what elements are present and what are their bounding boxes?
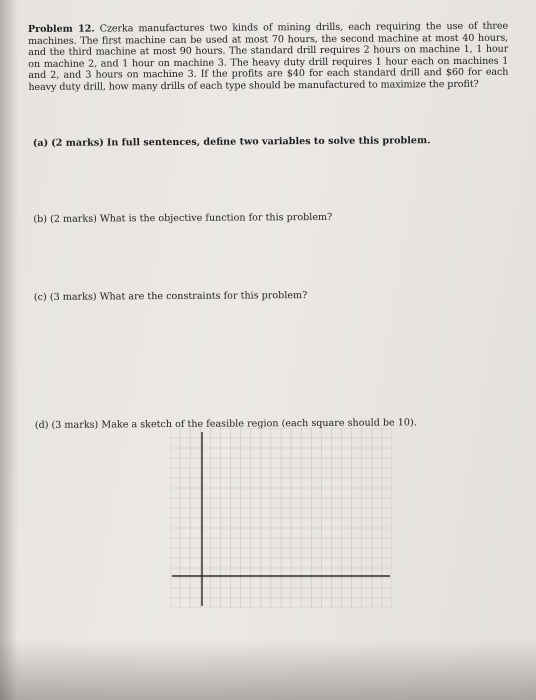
question-a-label: (a) — [32, 137, 49, 149]
question-d-text: Make a sketch of the feasible region (each square should be 10). — [101, 417, 417, 431]
page-shadow-left — [0, 0, 18, 700]
page-shadow-bottom — [0, 640, 536, 700]
grid-lines — [170, 428, 392, 608]
question-c — [34, 290, 307, 304]
question-b-marks: (2 marks) — [50, 213, 97, 225]
question-a-text: In full sentences, define two variables to solve this problem. — [106, 135, 431, 149]
question-d-marks: (3 marks) — [51, 419, 99, 431]
exam-page — [28, 20, 509, 431]
question-b-label: (b) — [33, 213, 48, 225]
question-a-marks: (2 marks) — [51, 137, 104, 149]
question-c-label: (c) — [33, 291, 47, 303]
problem-label: Problem 12. — [28, 23, 95, 35]
question-b — [33, 212, 332, 226]
question-a — [33, 135, 431, 150]
problem-statement — [28, 21, 508, 94]
question-c-text: What are the constraints for this problem? — [99, 290, 308, 303]
question-d-label: (d) — [34, 419, 49, 431]
problem-text: Czerka manufactures two kinds of mining drills, each requiring the use of three machines. The first machine can be used at most 70 hours, the second machine at most 40 hours, and the third machine at most 90 hours. The standard drill requires 2 hours on machine 1, 1 hour on machine 2, and 1 hour on machine 3. The heavy duty drill requires 1 hour each on machines 1 and 2, and 3 hours on machine 3. If the profits are $40 for each standard drill and $60 for each heavy duty drill, how many drills of each type should be manufactured to maximize the profit? — [28, 20, 509, 93]
question-b-text: What is the objective function for this problem? — [99, 211, 333, 225]
sketch-grid-area — [170, 428, 392, 608]
question-c-marks: (3 marks) — [49, 291, 97, 303]
sketch-grid — [170, 428, 392, 608]
